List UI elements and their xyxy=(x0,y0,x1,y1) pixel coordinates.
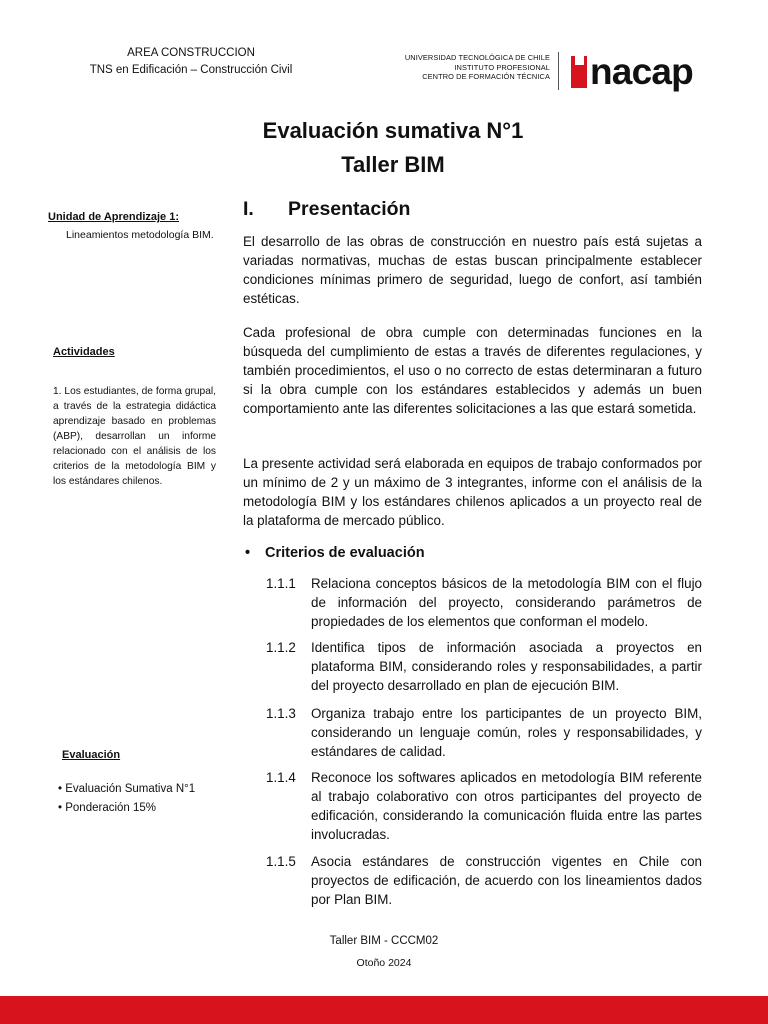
evaluacion-list xyxy=(58,780,195,818)
criteria-number: 1.1.2 xyxy=(266,640,296,655)
university-line: INSTITUTO PROFESIONAL xyxy=(454,62,550,72)
unidad-heading: Unidad de Aprendizaje 1: xyxy=(48,211,180,223)
criteria-number: 1.1.4 xyxy=(266,770,296,785)
section-number: I. xyxy=(243,198,254,220)
footer-brand-bar xyxy=(0,996,768,1024)
footer-course: Taller BIM - CCCM02 xyxy=(329,935,439,947)
actividades-heading: Actividades xyxy=(53,346,115,358)
criteria-item xyxy=(266,704,702,761)
document-title: Evaluación sumativa N°1 xyxy=(262,118,524,143)
evaluacion-heading: Evaluación xyxy=(62,749,121,761)
criteria-text: Organiza trabajo entre los participantes de un proyecto BIM, considerando un lenguaje común, roles y responsabilidades, y estándares de calidad. xyxy=(311,706,702,759)
criteria-text: Relaciona conceptos básicos de la metodología BIM con el flujo de información del proyecto, considerando parámetros de propiedades de los elementos que conforman el modelo. xyxy=(311,576,702,629)
section-title: Presentación xyxy=(288,198,411,220)
inacap-logo xyxy=(571,51,693,93)
paragraph: El desarrollo de las obras de construcción en nuestro país está sujetas a variadas normativas, muchas de estas buscan principalmente establecer condiciones mínimas primero de seguridad, luego de confort, así también estéticas. xyxy=(243,234,702,306)
university-line: UNIVERSIDAD TECNOLÓGICA DE CHILE xyxy=(404,53,550,62)
criteria-number: 1.1.1 xyxy=(266,576,296,591)
criteria-text: Identifica tipos de información asociada a proyectos en plataforma BIM, considerando roles y responsabilidades, a partir del proyecto desarrollado en plan de ejecución BIM. xyxy=(311,640,702,693)
criteria-item xyxy=(266,574,702,631)
section-heading xyxy=(243,198,410,221)
actividades-text: 1. Los estudiantes, de forma grupal, a través de la estrategia didáctica aprendizaje basado en problemas (ABP), desarrollan un informe relacionado con el análisis de los criterios de la metodología BIM y los estándares chilenos. xyxy=(53,386,216,487)
paragraph: Cada profesional de obra cumple con determinadas funciones en la búsqueda del cumplimiento de estas a través de diferentes regulaciones, y también procedimientos, el uso o no correcto de estas determinaran a futuro si la obra cumple con los estándares establecidos y además un buen comportamiento ante las diferentes solicitaciones a las que estará sometida. xyxy=(243,325,702,416)
university-lines xyxy=(380,53,550,82)
area-title: AREA CONSTRUCCION xyxy=(127,47,255,59)
bullet-icon: • xyxy=(245,545,251,561)
university-line: CENTRO DE FORMACIÓN TÉCNICA xyxy=(422,72,550,81)
list-item: • Ponderación 15% xyxy=(58,802,157,814)
unidad-text: Lineamientos metodología BIM. xyxy=(66,229,214,241)
logo-text: nacap xyxy=(590,51,693,92)
criteria-item xyxy=(266,768,702,844)
paragraph: La presente actividad será elaborada en equipos de trabajo conformados por un mínimo de 2 y un máximo de 3 integrantes, informe con el análisis de la metodología BIM y los estándares chilenos aplicados a un proyecto real de la plataforma de mercado público. xyxy=(243,456,702,528)
document-subtitle: Taller BIM xyxy=(341,152,445,177)
list-item: • Evaluación Sumativa N°1 xyxy=(58,783,196,795)
criteria-number: 1.1.5 xyxy=(266,854,296,869)
program-name: TNS en Edificación – Construcción Civil xyxy=(89,64,293,76)
criteria-item xyxy=(266,852,702,909)
criteria-text: Asocia estándares de construcción vigentes en Chile con proyectos de edificación, de acuerdo con los lineamientos dados por Plan BIM. xyxy=(311,854,702,907)
header-area-block xyxy=(60,45,322,79)
criteria-heading: • Criterios de evaluación xyxy=(245,545,425,561)
criteria-item xyxy=(266,638,702,695)
logo-mark-icon xyxy=(571,56,587,88)
footer-term: Otoño 2024 xyxy=(356,957,412,969)
header-divider xyxy=(558,52,559,90)
criteria-text: Reconoce los softwares aplicados en metodología BIM referente al trabajo colaborativo con otros participantes del proyecto de edificación, considerando la comunicación fluida entre las partes involucradas. xyxy=(311,770,702,842)
criteria-number: 1.1.3 xyxy=(266,706,296,721)
